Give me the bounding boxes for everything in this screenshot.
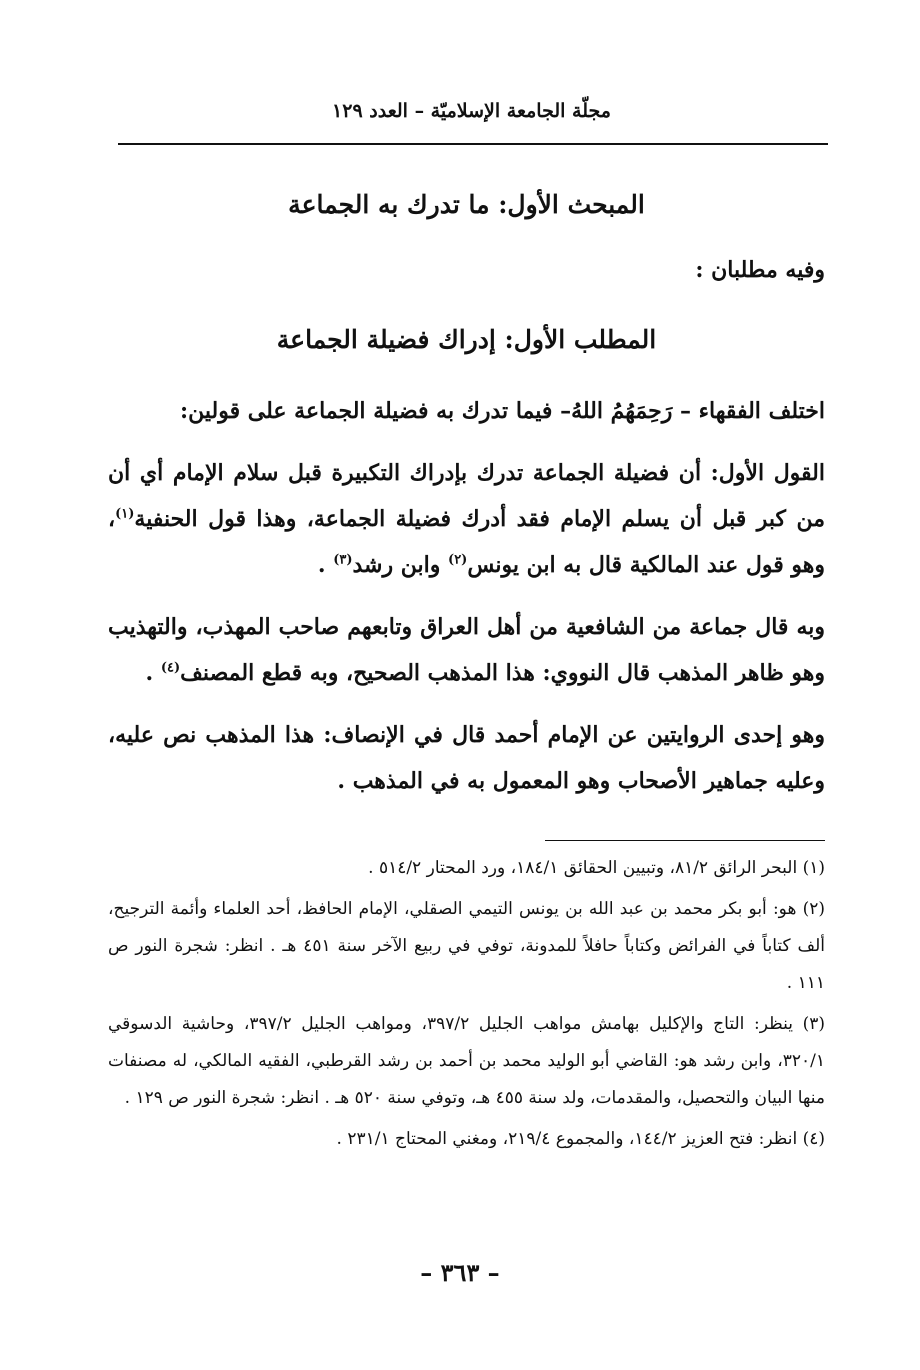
footnotes xyxy=(108,850,825,1162)
paragraph-2-mid: ، وهو قول عند المالكية قال به ابن يونس xyxy=(108,506,825,578)
paragraph-2-mid2: وابن رشد xyxy=(352,552,449,578)
paragraph-4: وهو إحدى الروايتين عن الإمام أحمد قال في الإنصاف: هذا المذهب نص عليه، وعليه جماهير الأصحاب وهو المعمول به في المذهب . xyxy=(108,722,825,794)
subsection-heading: المطلب الأول: إدراك فضيلة الجماعة xyxy=(276,325,657,354)
footnote-separator xyxy=(545,840,825,841)
header-rule xyxy=(118,143,828,145)
paragraph-2-text: القول الأول: أن فضيلة الجماعة تدرك بإدراك التكبيرة قبل سلام الإمام أي أن من كبر قبل أن يسلم الإمام فقد أدرك فضيلة الجماعة، وهذا قول الحنفية xyxy=(108,460,825,532)
section-heading: المبحث الأول: ما تدرك به الجماعة xyxy=(288,190,645,219)
paragraph-3-end: . xyxy=(145,660,161,686)
paragraph-2 xyxy=(108,450,825,588)
footnote-3: (٣) ينظر: التاج والإكليل بهامش مواهب الجليل ٣٩٧/٢، ومواهب الجليل ٣٩٧/٢، وحاشية الدسوقي ٣٢٠/١، وابن رشد هو: القاضي أبو الوليد محمد بن أحمد بن رشد القرطبي، الفقيه المالكي، له مصنفات منها البيان والتحصيل، والمقدمات، ولد سنة ٤٥٥ هـ، وتوفي سنة ٥٢٠ هـ . انظر: شجرة النور ص ١٢٩ . xyxy=(108,1014,825,1108)
main-text xyxy=(108,190,825,804)
paragraph-3 xyxy=(108,604,825,696)
paragraph-1: اختلف الفقهاء – رَحِمَهُمُ اللهُ– فيما تدرك به فضيلة الجماعة على قولين: xyxy=(180,398,825,424)
footnote-ref-2[interactable]: (٢) xyxy=(448,552,468,568)
footnote-1: (١) البحر الرائق ٨١/٢، وتبيين الحقائق ١٨٤/١، ورد المحتار ٥١٤/٢ . xyxy=(368,858,825,878)
footnote-ref-3[interactable]: (٣) xyxy=(333,552,353,568)
footnote-ref-1[interactable]: (١) xyxy=(115,506,135,522)
footnote-ref-4[interactable]: (٤) xyxy=(160,660,181,676)
paragraph-3-text: وبه قال جماعة من الشافعية من أهل العراق وتابعهم صاحب المهذب، والتهذيب وهو ظاهر المذهب قال النووي: هذا المذهب الصحيح، وبه قطع المصنف xyxy=(108,614,825,686)
footnote-2: (٢) هو: أبو بكر محمد بن عبد الله بن يونس التيمي الصقلي، الإمام الحافظ، أحد العلماء وأئمة الترجيح، ألف كتاباً في الفرائض وكتاباً حافلاً للمدونة، توفي في ربيع الآخر سنة ٤٥١ هـ . انظر: شجرة النور ص ١١١ . xyxy=(108,899,825,993)
footnote-4: (٤) انظر: فتح العزيز ١٤٤/٢، والمجموع ٢١٩/٤، ومغني المحتاج ٢٣١/١ . xyxy=(336,1129,825,1149)
intro-line: وفيه مطلبان : xyxy=(695,257,825,283)
paragraph-2-end: . xyxy=(317,552,334,578)
page-number: – ٣٦٣ – xyxy=(420,1258,500,1287)
running-header: مجلّة الجامعة الإسلاميّة – العدد ١٢٩ xyxy=(332,100,611,122)
